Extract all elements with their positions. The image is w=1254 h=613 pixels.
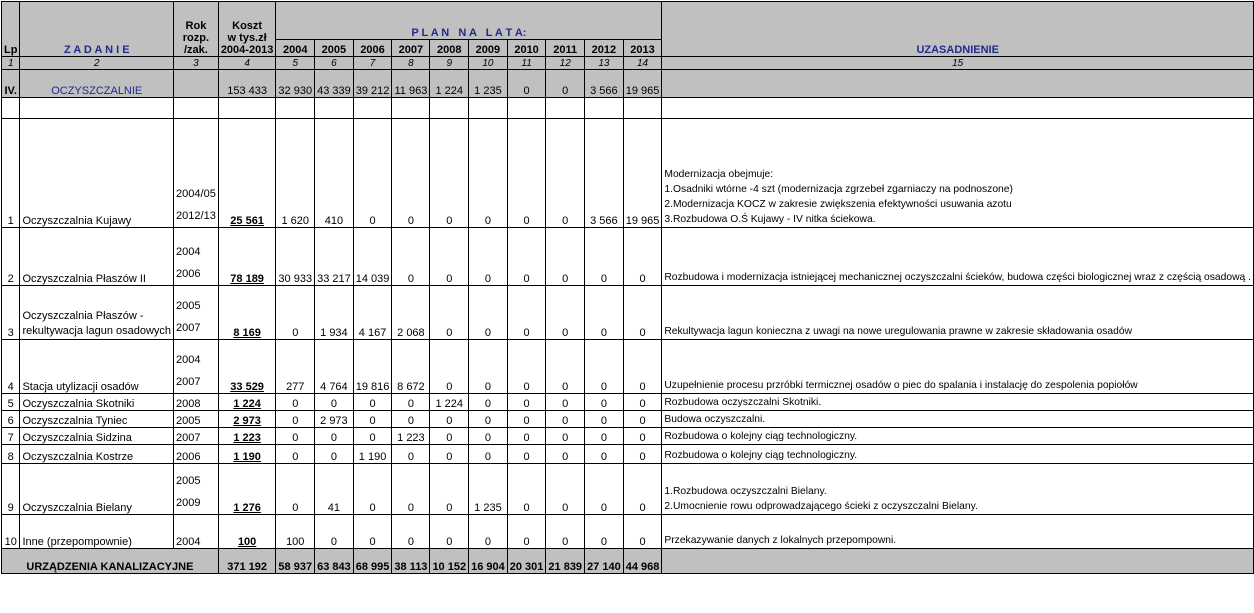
section-year-value: 0	[546, 70, 585, 98]
task-year-value: 8 672	[392, 340, 430, 394]
task-uzasadnienie-line: 2.Umocnienie rowu odprowadzającego ścieki z oczyszczalni Bielany.	[664, 501, 978, 512]
task-name-line: Oczyszczalnia Płaszów II	[22, 273, 146, 285]
task-year-value: 4 167	[353, 286, 392, 340]
task-year-value: 0	[276, 394, 315, 411]
spacer-cell	[174, 98, 219, 119]
task-uzasadnienie	[662, 428, 1254, 445]
task-lp: 2	[2, 228, 20, 286]
task-uzasadnienie-line: 2.Modernizacja KOCZ w zakresie zwiększenia efektywności usuwania azotu	[664, 199, 1012, 210]
task-year-value: 0	[469, 286, 508, 340]
task-year-value: 0	[585, 464, 624, 515]
task-year-value: 0	[546, 428, 585, 445]
task-row	[2, 340, 1254, 394]
task-name	[20, 411, 174, 428]
header-koszt-line: Koszt	[232, 20, 263, 32]
task-uzasadnienie	[662, 340, 1254, 394]
task-lp: 9	[2, 464, 20, 515]
task-uzasadnienie-line: Rekultywacja lagun konieczna z uwagi na nowe uregulowania prawne w zakresie składowania osadów	[664, 326, 1133, 337]
task-name-line: Oczyszczalnia Płaszów -	[22, 310, 144, 322]
task-year-value: 0	[353, 119, 392, 228]
task-lp: 7	[2, 428, 20, 445]
section-year-value: 19 965	[623, 70, 662, 98]
total-name: URZĄDZENIA KANALIZACYJNE	[2, 549, 219, 574]
task-name-line: Oczyszczalnia Skotniki	[22, 398, 135, 410]
task-year-value: 410	[315, 119, 354, 228]
task-year-line: 2007	[176, 322, 201, 334]
header-rok-line: Rok	[185, 20, 207, 32]
header-year: 2005	[315, 40, 354, 57]
header-year: 2009	[469, 40, 508, 57]
column-number: 7	[353, 57, 392, 70]
total-year-value: 58 937	[276, 549, 315, 574]
section-lp: IV.	[2, 70, 20, 98]
task-year-value: 14 039	[353, 228, 392, 286]
spacer-cell	[507, 98, 546, 119]
task-name	[20, 464, 174, 515]
column-number: 15	[662, 57, 1254, 70]
task-row	[2, 411, 1254, 428]
task-year-value: 0	[546, 445, 585, 464]
task-name	[20, 445, 174, 464]
task-uzasadnienie	[662, 228, 1254, 286]
task-lp: 1	[2, 119, 20, 228]
task-year-value: 0	[315, 515, 354, 549]
section-year-value: 3 566	[585, 70, 624, 98]
task-uzasadnienie	[662, 411, 1254, 428]
task-year-value: 0	[507, 286, 546, 340]
task-year-line: 2006	[176, 451, 201, 463]
task-year-value: 0	[585, 428, 624, 445]
task-uzasadnienie-line: Budowa oczyszczalni.	[664, 414, 766, 425]
spacer-cell	[392, 98, 430, 119]
task-name-line: Oczyszczalnia Sidzina	[22, 432, 132, 444]
task-year-value: 0	[430, 411, 469, 428]
task-year-value: 0	[469, 228, 508, 286]
task-year-value: 0	[623, 464, 662, 515]
spacer-cell	[20, 98, 174, 119]
task-year-value: 0	[623, 286, 662, 340]
section-name: OCZYSZCZALNIE	[20, 70, 174, 98]
task-row	[2, 464, 1254, 515]
task-koszt: 1 276	[218, 464, 276, 515]
task-name-line: rekultywacja lagun osadowych	[22, 325, 172, 337]
investment-plan-sheet	[1, 1, 1254, 574]
task-year-value: 0	[623, 515, 662, 549]
task-koszt: 33 529	[218, 340, 276, 394]
task-year-line: 2005	[176, 300, 201, 312]
header-koszt-line: 2004-2013	[220, 44, 274, 56]
task-uzasadnienie	[662, 464, 1254, 515]
task-year-value: 41	[315, 464, 354, 515]
task-year-value: 0	[507, 464, 546, 515]
task-year-value: 0	[430, 445, 469, 464]
task-name	[20, 286, 174, 340]
task-year-value: 0	[507, 228, 546, 286]
task-koszt: 78 189	[218, 228, 276, 286]
task-year-value: 2 973	[315, 411, 354, 428]
task-years	[174, 394, 219, 411]
task-year-value: 0	[430, 464, 469, 515]
header-year: 2006	[353, 40, 392, 57]
header-year: 2008	[430, 40, 469, 57]
task-name-line: Stacja utylizacji osadów	[22, 381, 139, 393]
task-year-line: 2005	[176, 415, 201, 427]
header-lp: Lp	[2, 2, 20, 57]
task-year-value: 0	[315, 394, 354, 411]
spacer-cell	[585, 98, 624, 119]
task-year-value: 0	[392, 228, 430, 286]
task-year-value: 0	[623, 445, 662, 464]
task-name-line: Oczyszczalnia Tyniec	[22, 415, 128, 427]
task-year-value: 0	[353, 464, 392, 515]
task-year-value: 0	[430, 340, 469, 394]
task-year-value: 0	[507, 119, 546, 228]
task-year-value: 3 566	[585, 119, 624, 228]
task-years	[174, 286, 219, 340]
task-row	[2, 286, 1254, 340]
task-year-value: 100	[276, 515, 315, 549]
spacer-cell	[623, 98, 662, 119]
task-year-line: 2008	[176, 398, 201, 410]
task-year-value: 0	[469, 411, 508, 428]
header-plan: P L A N N A L A T A:	[276, 2, 662, 40]
column-number: 2	[20, 57, 174, 70]
task-year-value: 0	[353, 394, 392, 411]
spacer-cell	[276, 98, 315, 119]
task-years	[174, 464, 219, 515]
section-year-value: 43 339	[315, 70, 354, 98]
spacer-cell	[469, 98, 508, 119]
task-koszt: 25 561	[218, 119, 276, 228]
task-lp: 10	[2, 515, 20, 549]
task-year-value: 0	[585, 515, 624, 549]
task-name	[20, 340, 174, 394]
task-year-value: 0	[585, 394, 624, 411]
spacer-cell	[218, 98, 276, 119]
task-year-value: 0	[392, 119, 430, 228]
header-koszt-line: w tys.zł	[227, 32, 267, 44]
task-row	[2, 228, 1254, 286]
header-rok-line: /zak.	[184, 44, 208, 56]
task-years	[174, 445, 219, 464]
task-year-line: 2005	[176, 475, 201, 487]
task-year-line: 2004	[176, 354, 201, 366]
task-name	[20, 119, 174, 228]
task-year-value: 30 933	[276, 228, 315, 286]
task-year-value: 0	[546, 340, 585, 394]
task-year-value: 0	[353, 428, 392, 445]
task-name	[20, 428, 174, 445]
task-year-line: 2012/13	[176, 210, 216, 222]
column-number: 8	[392, 57, 430, 70]
task-year-value: 0	[546, 119, 585, 228]
task-year-value: 0	[507, 411, 546, 428]
task-year-value: 0	[507, 445, 546, 464]
task-year-line: 2009	[176, 497, 201, 509]
section-year-value: 0	[507, 70, 546, 98]
task-year-value: 0	[469, 515, 508, 549]
task-years	[174, 119, 219, 228]
task-name-line: Oczyszczalnia Bielany	[22, 502, 132, 514]
header-koszt	[218, 2, 276, 57]
task-row	[2, 394, 1254, 411]
task-year-line: 2004	[176, 246, 201, 258]
task-uzasadnienie-line: 1.Osadniki wtórne -4 szt (modernizacja zgrzebeł zgarniaczy na podnoszone)	[664, 184, 1013, 195]
task-year-line: 2006	[176, 268, 201, 280]
column-number: 13	[585, 57, 624, 70]
task-year-value: 0	[546, 394, 585, 411]
header-zadanie: Z A D A N I E	[20, 2, 174, 57]
task-year-value: 0	[276, 286, 315, 340]
column-number: 9	[430, 57, 469, 70]
task-year-value: 0	[392, 445, 430, 464]
total-year-value: 38 113	[392, 549, 430, 574]
task-year-value: 0	[585, 411, 624, 428]
spacer-cell	[662, 98, 1254, 119]
task-year-value: 0	[392, 411, 430, 428]
task-uzasadnienie	[662, 394, 1254, 411]
section-year-value: 39 212	[353, 70, 392, 98]
task-year-value: 0	[546, 515, 585, 549]
task-koszt: 100	[218, 515, 276, 549]
section-koszt: 153 433	[218, 70, 276, 98]
task-year-value: 0	[469, 445, 508, 464]
header-rok	[174, 2, 219, 57]
task-row	[2, 515, 1254, 549]
column-number-row	[2, 57, 1254, 70]
task-lp: 5	[2, 394, 20, 411]
task-year-value: 0	[315, 445, 354, 464]
task-year-value: 0	[430, 228, 469, 286]
header-rok-line: rozp.	[182, 32, 210, 44]
task-row	[2, 119, 1254, 228]
task-name-line: Inne (przepompownie)	[22, 536, 132, 548]
task-year-value: 0	[469, 340, 508, 394]
spacer-row	[2, 98, 1254, 119]
task-year-line: 2004	[176, 536, 201, 548]
task-year-value: 0	[276, 411, 315, 428]
task-year-value: 2 068	[392, 286, 430, 340]
task-uzasadnienie	[662, 286, 1254, 340]
task-uzasadnienie	[662, 445, 1254, 464]
task-year-value: 1 224	[430, 394, 469, 411]
task-year-value: 0	[430, 286, 469, 340]
task-row	[2, 445, 1254, 464]
task-name-line: Oczyszczalnia Kostrze	[22, 451, 134, 463]
task-year-value: 0	[469, 394, 508, 411]
task-year-value: 0	[430, 119, 469, 228]
task-koszt: 1 223	[218, 428, 276, 445]
task-year-value: 0	[546, 411, 585, 428]
spacer-cell	[315, 98, 354, 119]
task-year-value: 19 965	[623, 119, 662, 228]
section-rok	[174, 70, 219, 98]
task-lp: 8	[2, 445, 20, 464]
section-year-value: 11 963	[392, 70, 430, 98]
task-years	[174, 228, 219, 286]
total-year-value: 16 904	[469, 549, 508, 574]
task-year-value: 0	[546, 464, 585, 515]
header-year: 2004	[276, 40, 315, 57]
task-year-value: 277	[276, 340, 315, 394]
total-row	[2, 549, 1254, 574]
header-year: 2012	[585, 40, 624, 57]
total-year-value: 68 995	[353, 549, 392, 574]
task-year-value: 0	[623, 228, 662, 286]
spacer-cell	[2, 98, 20, 119]
task-year-value: 0	[353, 515, 392, 549]
task-year-value: 0	[430, 515, 469, 549]
task-name	[20, 394, 174, 411]
task-uzasadnienie-line: Rozbudowa o kolejny ciąg technologiczny.	[664, 431, 858, 442]
task-year-value: 0	[507, 515, 546, 549]
total-year-value: 21 839	[546, 549, 585, 574]
task-uzasadnienie-line: Uzupełnienie procesu przróbki termicznej osadów o piec do spalania i instalację do zespolenia popiołów	[664, 380, 1138, 391]
task-lp: 3	[2, 286, 20, 340]
spacer-cell	[430, 98, 469, 119]
task-year-value: 0	[623, 394, 662, 411]
total-year-value: 20 301	[507, 549, 546, 574]
column-number: 14	[623, 57, 662, 70]
column-number: 5	[276, 57, 315, 70]
spacer-cell	[353, 98, 392, 119]
header-uzasadnienie: UZASADNIENIE	[662, 2, 1254, 57]
total-year-value: 10 152	[430, 549, 469, 574]
task-uzasadnienie	[662, 119, 1254, 228]
section-uzasadnienie	[662, 70, 1254, 98]
total-year-value: 63 843	[315, 549, 354, 574]
section-year-value: 1 224	[430, 70, 469, 98]
section-year-value: 32 930	[276, 70, 315, 98]
task-uzasadnienie-line: Przekazywanie danych z lokalnych przepompowni.	[664, 535, 897, 546]
header-year: 2013	[623, 40, 662, 57]
column-number: 11	[507, 57, 546, 70]
column-number: 10	[469, 57, 508, 70]
task-year-value: 0	[315, 428, 354, 445]
task-year-value: 19 816	[353, 340, 392, 394]
task-name	[20, 515, 174, 549]
task-year-value: 1 620	[276, 119, 315, 228]
task-years	[174, 340, 219, 394]
task-uzasadnienie-line: Rozbudowa i modernizacja istniejącej mechanicznej oczyszczalni ścieków, budowa części biologicznej wraz z częścią osadową .	[664, 272, 1252, 283]
task-year-value: 0	[585, 445, 624, 464]
task-year-line: 2007	[176, 432, 201, 444]
task-uzasadnienie-line: 3.Rozbudowa O.Ś Kujawy - IV nitka ściekowa.	[664, 214, 876, 225]
task-year-value: 0	[623, 428, 662, 445]
task-koszt: 1 190	[218, 445, 276, 464]
task-year-value: 0	[546, 286, 585, 340]
task-year-value: 0	[430, 428, 469, 445]
task-year-value: 0	[469, 428, 508, 445]
task-year-value: 0	[507, 428, 546, 445]
column-number: 4	[218, 57, 276, 70]
task-year-value: 0	[276, 464, 315, 515]
task-year-value: 0	[392, 515, 430, 549]
task-koszt: 8 169	[218, 286, 276, 340]
task-year-value: 1 934	[315, 286, 354, 340]
task-uzasadnienie-line: Rozbudowa o kolejny ciąg technologiczny.	[664, 450, 858, 461]
task-year-value: 0	[392, 394, 430, 411]
task-year-line: 2004/05	[176, 188, 216, 200]
task-year-value: 0	[392, 464, 430, 515]
task-year-value: 0	[276, 428, 315, 445]
task-year-value: 1 235	[469, 464, 508, 515]
column-number: 12	[546, 57, 585, 70]
column-number: 1	[2, 57, 20, 70]
task-year-value: 4 764	[315, 340, 354, 394]
task-year-value: 0	[507, 340, 546, 394]
task-year-value: 33 217	[315, 228, 354, 286]
column-number: 6	[315, 57, 354, 70]
header-year: 2007	[392, 40, 430, 57]
task-year-value: 1 223	[392, 428, 430, 445]
task-uzasadnienie-line: 1.Rozbudowa oczyszczalni Bielany.	[664, 486, 827, 497]
task-year-value: 0	[507, 394, 546, 411]
task-koszt: 2 973	[218, 411, 276, 428]
total-uzasadnienie	[662, 549, 1254, 574]
task-year-value: 0	[585, 286, 624, 340]
spacer-cell	[546, 98, 585, 119]
task-name-line: Oczyszczalnia Kujawy	[22, 215, 132, 227]
task-year-value: 0	[469, 119, 508, 228]
task-lp: 4	[2, 340, 20, 394]
task-koszt: 1 224	[218, 394, 276, 411]
header-year: 2011	[546, 40, 585, 57]
investment-plan-table	[1, 1, 1254, 574]
task-years	[174, 428, 219, 445]
task-row	[2, 428, 1254, 445]
total-koszt: 371 192	[218, 549, 276, 574]
total-year-value: 44 968	[623, 549, 662, 574]
task-year-value: 0	[276, 445, 315, 464]
task-year-value: 0	[546, 228, 585, 286]
task-uzasadnienie-line: Rozbudowa oczyszczalni Skotniki.	[664, 397, 822, 408]
task-uzasadnienie-line: Modernizacja obejmuje:	[664, 169, 774, 180]
task-year-value: 0	[623, 340, 662, 394]
task-year-line: 2007	[176, 376, 201, 388]
task-uzasadnienie	[662, 515, 1254, 549]
task-years	[174, 411, 219, 428]
header-year: 2010	[507, 40, 546, 57]
task-year-value: 0	[623, 411, 662, 428]
task-name	[20, 228, 174, 286]
section-year-value: 1 235	[469, 70, 508, 98]
section-row	[2, 70, 1254, 98]
total-year-value: 27 140	[585, 549, 624, 574]
task-years	[174, 515, 219, 549]
task-year-value: 0	[353, 411, 392, 428]
header-row-1	[2, 2, 1254, 40]
column-number: 3	[174, 57, 219, 70]
task-year-value: 0	[585, 228, 624, 286]
task-year-value: 1 190	[353, 445, 392, 464]
task-lp: 6	[2, 411, 20, 428]
task-year-value: 0	[585, 340, 624, 394]
